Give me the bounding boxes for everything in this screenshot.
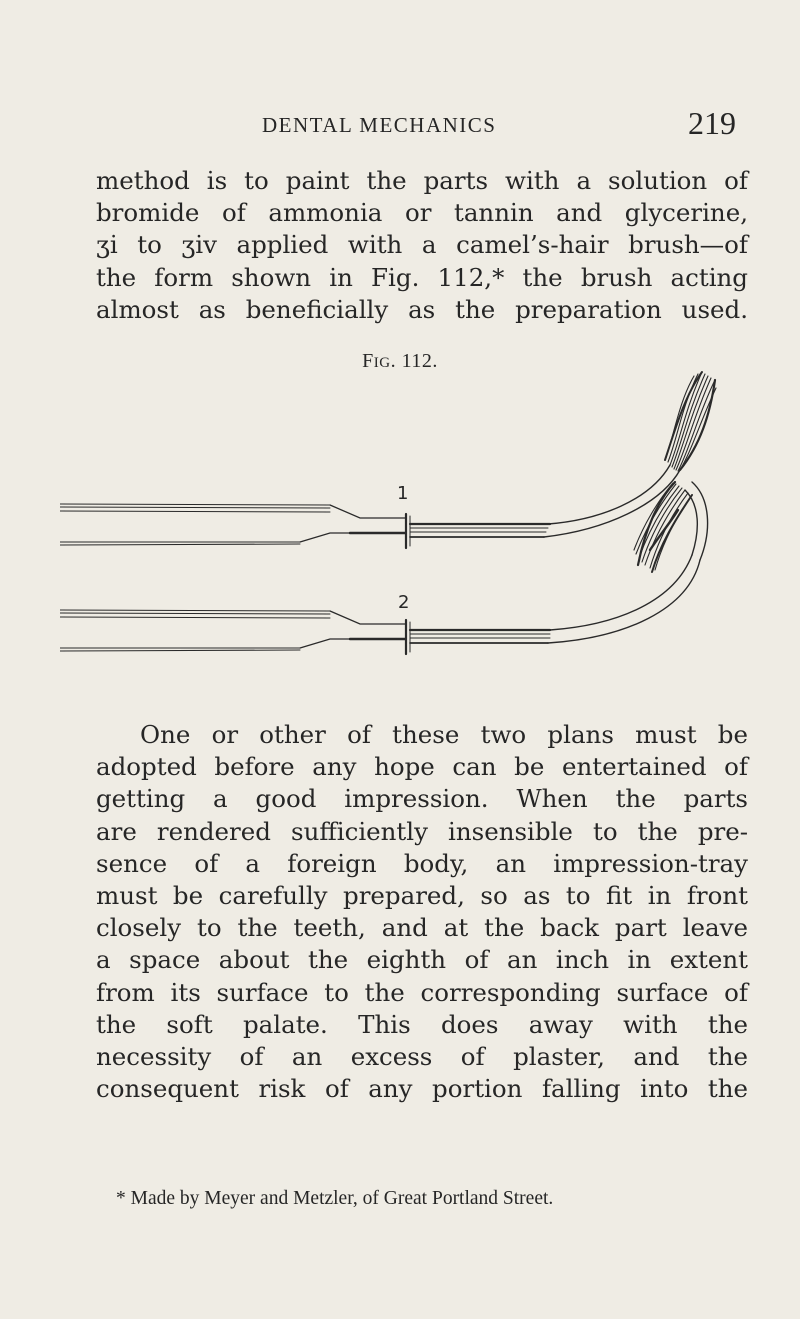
figure-112-brushes <box>60 370 720 680</box>
text-line: the form shown in Fig. 112,* the brush acting <box>96 262 748 292</box>
caption-smallcaps: IG <box>373 355 391 371</box>
brush-2-ferrule <box>406 482 708 654</box>
caption-number: . 112. <box>390 350 438 372</box>
text-line: method is to paint the parts with a solution of <box>96 166 748 195</box>
brush-1-tuft <box>665 372 716 471</box>
text-line: consequent risk of any portion falling into the <box>96 1074 748 1104</box>
paragraph-2 <box>96 719 748 1105</box>
text-line: One or other of these two plans must be <box>140 720 748 749</box>
brush-2-handle <box>60 610 405 651</box>
brush-1-ferrule <box>406 465 680 548</box>
text-line: the soft palate. This does away with the <box>96 1009 748 1039</box>
text-line: are rendered sufficiently insensible to the pre- <box>96 816 748 846</box>
paragraph-1 <box>96 165 748 326</box>
text-line: a space about the eighth of an inch in extent <box>96 945 748 975</box>
text-line: sence of a foreign body, an impression-tray <box>96 848 748 878</box>
text-line: adopted before any hope can be entertained of <box>96 752 748 782</box>
figure-label-2: 2 <box>398 592 410 613</box>
text-line: bromide of ammonia or tannin and glycerine, <box>96 198 748 228</box>
running-title: DENTAL MECHANICS <box>262 113 497 137</box>
footnote: * Made by Meyer and Metzler, of Great Portland Street. <box>116 1188 554 1209</box>
running-head <box>96 105 736 149</box>
text-line: almost as beneficially as the preparation used. <box>96 294 748 324</box>
brush-2-tuft <box>634 482 692 572</box>
text-line: getting a good impression. When the parts <box>96 784 748 814</box>
page-number: 219 <box>688 105 736 141</box>
text-line: ʒi to ʒiv applied with a camel’s-hair brush—of <box>96 230 748 260</box>
text-line: closely to the teeth, and at the back part leave <box>96 913 748 943</box>
text-line: necessity of an excess of plaster, and the <box>96 1042 748 1072</box>
caption-prefix: F <box>362 350 374 372</box>
figure-label-1: 1 <box>397 483 409 504</box>
brush-1-handle <box>60 504 405 545</box>
text-line: from its surface to the corresponding surface of <box>96 977 748 1007</box>
text-line: must be carefully prepared, so as to fit in front <box>96 881 748 911</box>
